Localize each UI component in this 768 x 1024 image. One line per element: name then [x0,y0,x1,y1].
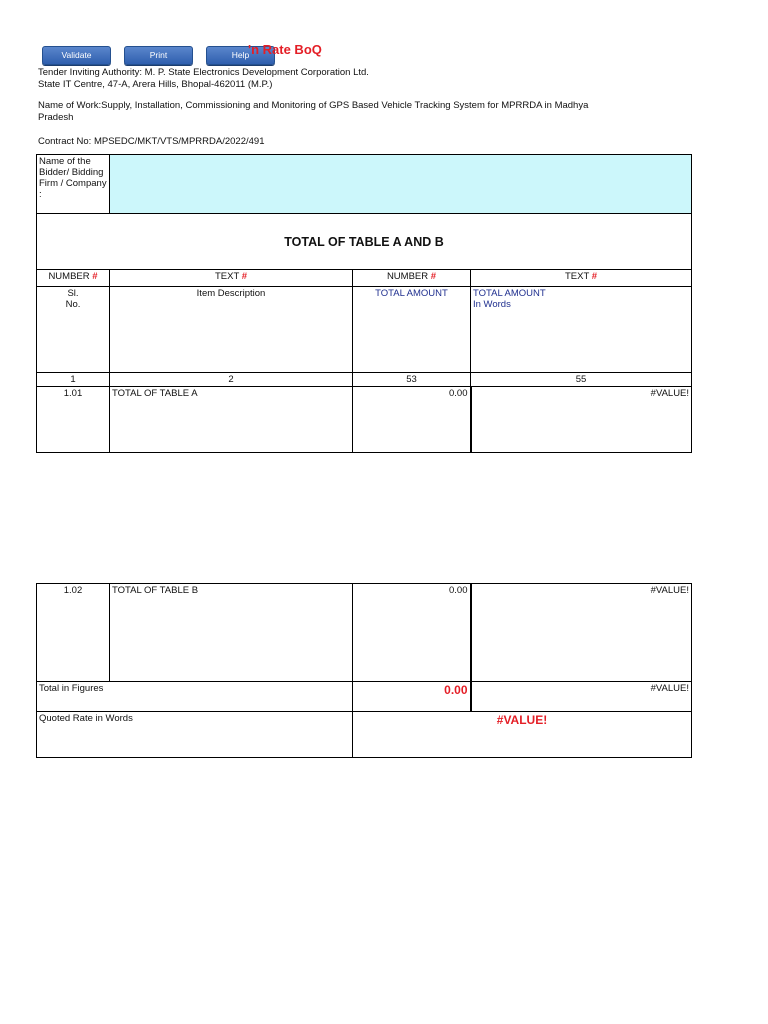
type-cell: TEXT # [471,270,692,287]
column-header-words: TOTAL AMOUNT In Words [471,287,692,373]
quoted-label: Quoted Rate in Words [37,712,353,758]
column-header-amount: TOTAL AMOUNT [353,287,471,373]
row-sl: 1.02 [37,584,110,682]
work-text: Name of Work:Supply, Installation, Commissioning and Monitoring of GPS Based Vehicle Tracking System for MPRRDA in Madhya [38,100,589,111]
authority-text: Tender Inviting Authority: M. P. State Electronics Development Corporation Ltd. [38,67,369,78]
row-sl: 1.01 [37,387,110,453]
row-desc: TOTAL OF TABLE B [110,584,353,682]
validate-button[interactable]: Validate [42,46,111,65]
row-amount[interactable]: 0.00 [353,387,471,453]
page-title: 'n Rate BoQ [248,42,322,57]
bidder-label: Name of the Bidder/ Bidding Firm / Company : [37,155,110,214]
boq-table [36,154,692,453]
row-words: #VALUE! [471,387,692,453]
quoted-value: #VALUE! [353,712,692,758]
total-label: Total in Figures [37,682,353,712]
row-desc: TOTAL OF TABLE A [110,387,353,453]
bidder-name-field[interactable] [110,155,692,214]
column-header-desc: Item Description [110,287,353,373]
table-row [37,387,692,453]
print-button[interactable]: Print [124,46,193,65]
table-heading: TOTAL OF TABLE A AND B [37,214,692,270]
col-number: 1 [37,373,110,387]
total-row [37,682,692,712]
contract-text: Contract No: MPSEDC/MKT/VTS/MPRRDA/2022/491 [38,136,265,147]
type-cell: TEXT # [110,270,353,287]
address-text: State IT Centre, 47-A, Arera Hills, Bhopal-462011 (M.P.) [38,79,273,90]
help-button[interactable]: Help [206,46,275,65]
type-cell: NUMBER # [353,270,471,287]
column-header-sl: Sl. No. [37,287,110,373]
table-row [37,584,692,682]
total-amount: 0.00 [353,682,471,712]
col-number: 55 [471,373,692,387]
row-words: #VALUE! [471,584,692,682]
total-words: #VALUE! [471,682,692,712]
row-amount[interactable]: 0.00 [353,584,471,682]
work-text-cont: Pradesh [38,112,74,123]
type-cell: NUMBER # [37,270,110,287]
col-number: 53 [353,373,471,387]
col-number: 2 [110,373,353,387]
boq-table-continued [36,583,692,758]
quoted-row [37,712,692,758]
